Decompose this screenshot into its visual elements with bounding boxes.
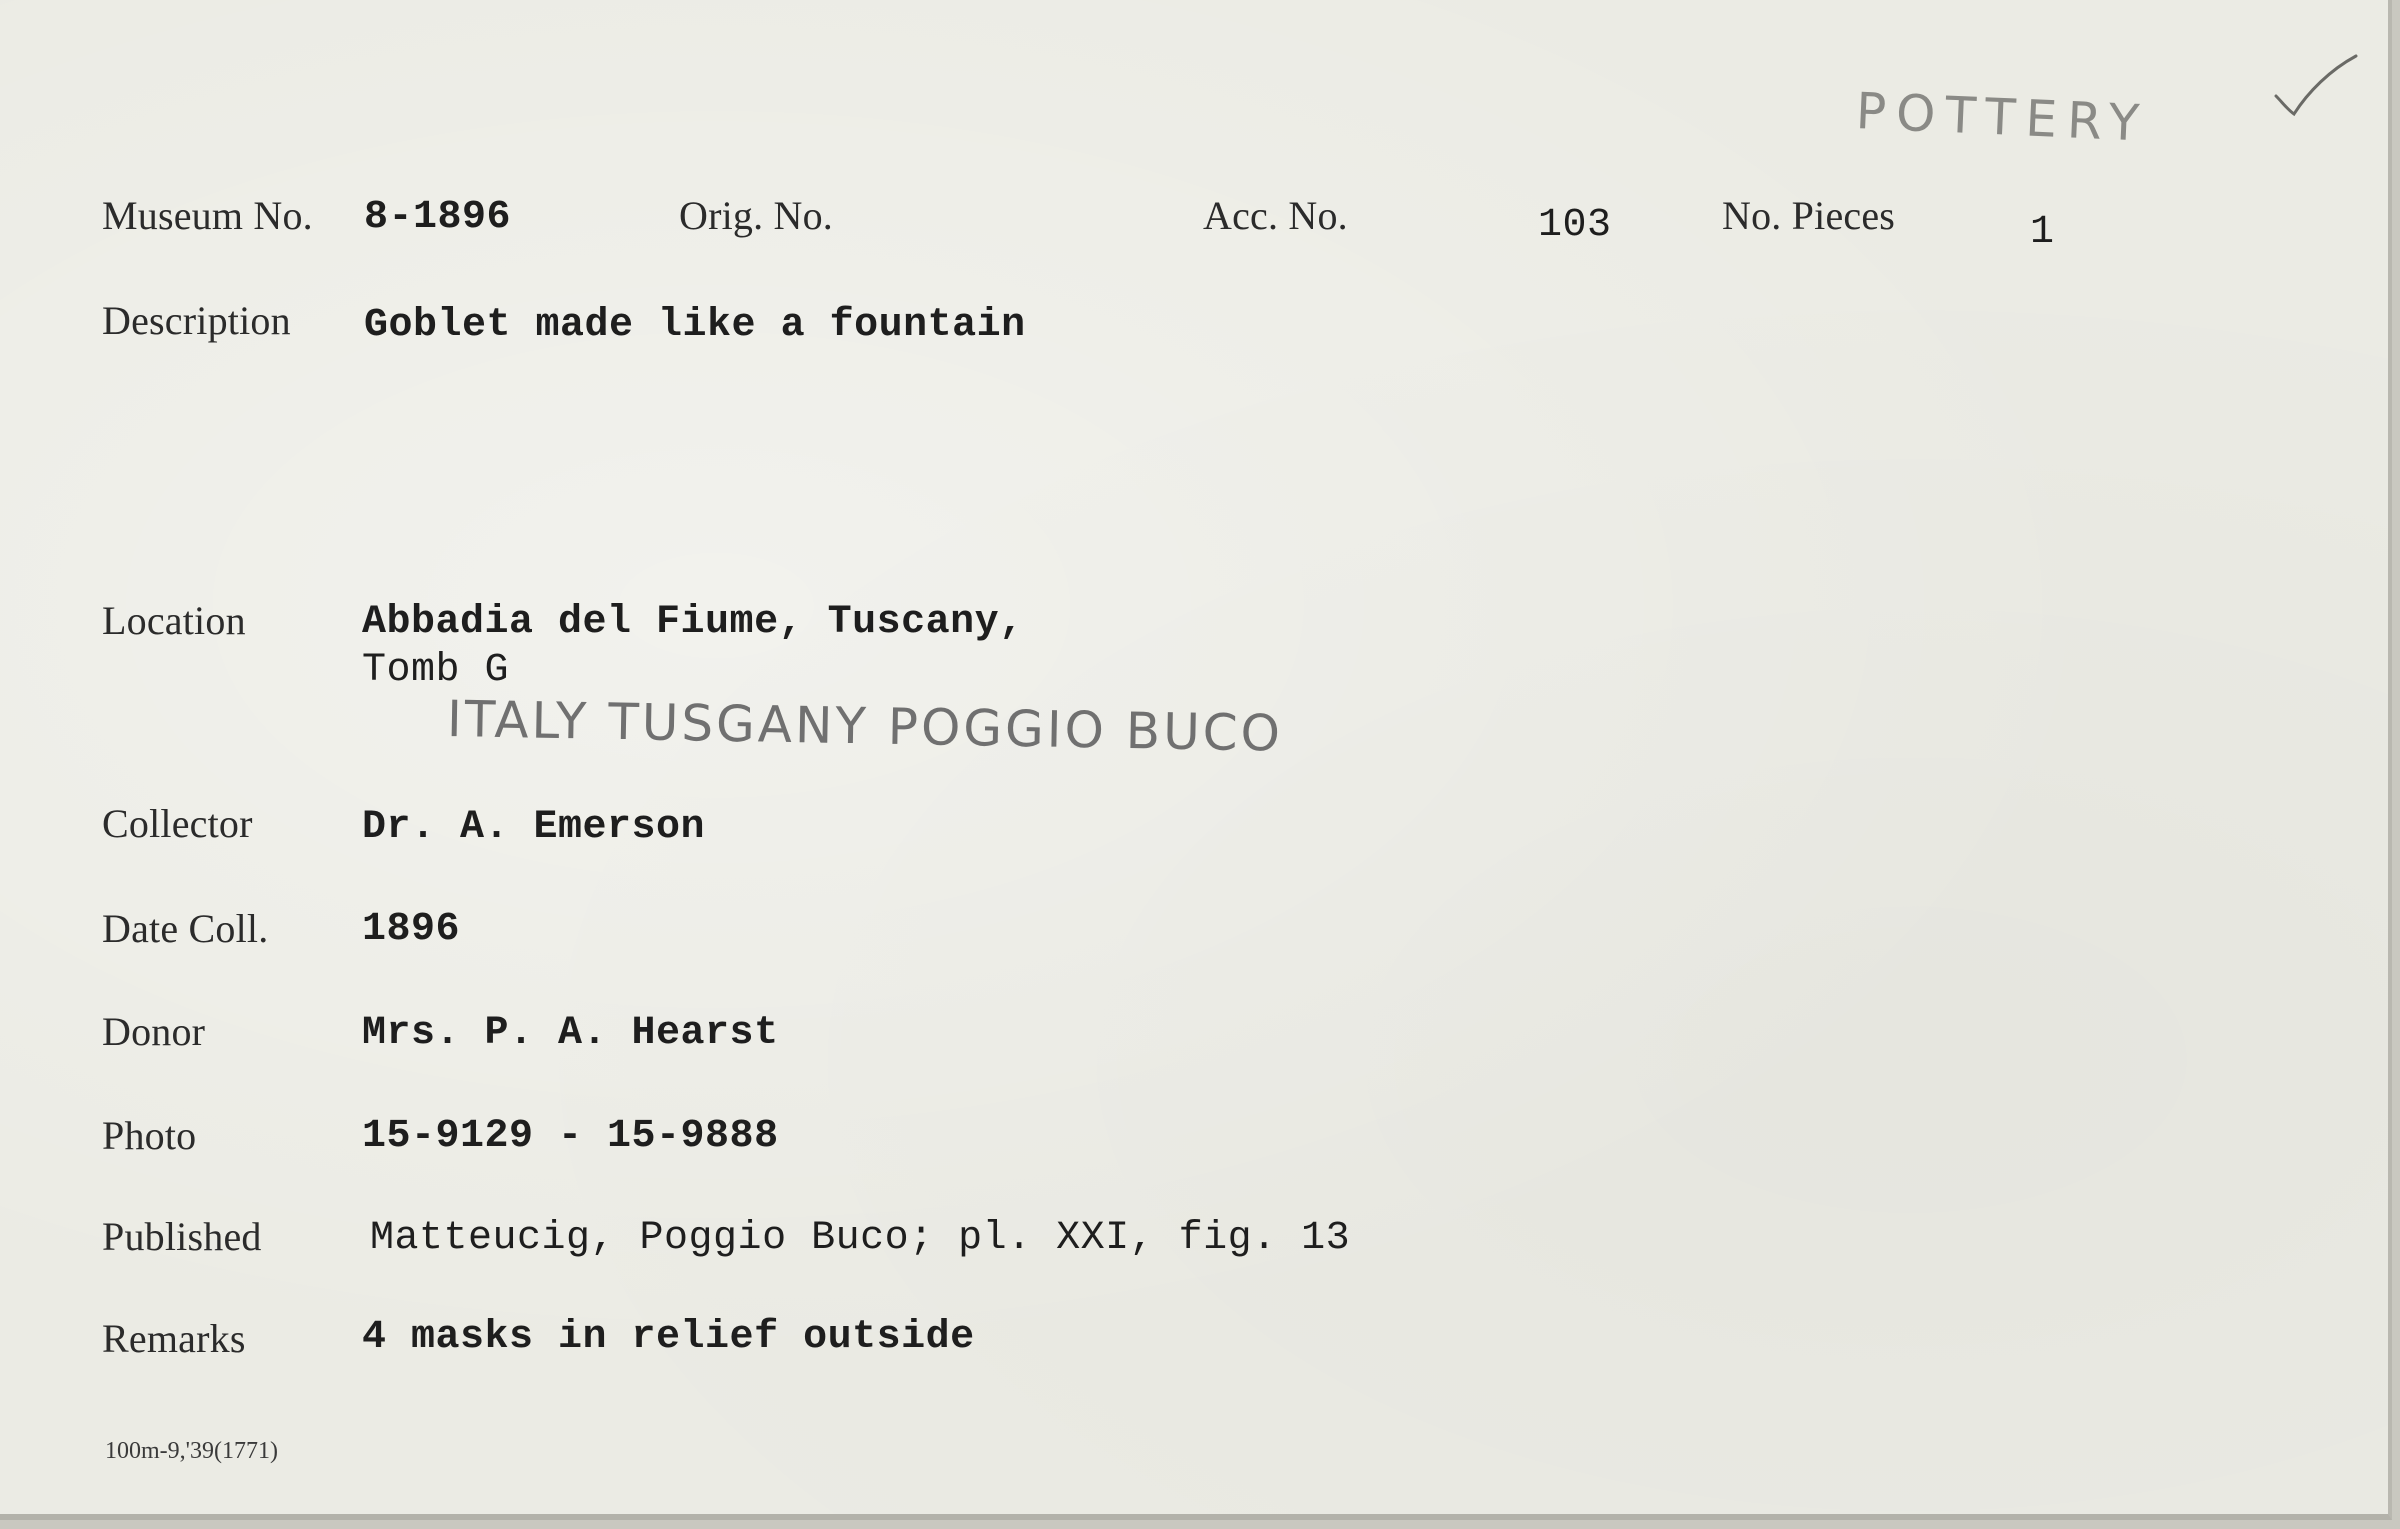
pieces-label: No. Pieces [1722, 193, 1896, 238]
donor-value: Mrs. P. A. Hearst [362, 1011, 779, 1056]
published-value: Matteucig, Poggio Buco; pl. XXI, fig. 13 [370, 1216, 1351, 1261]
remarks-label: Remarks [102, 1316, 246, 1361]
museum-no-label: Museum No. [102, 193, 313, 238]
location-label: Location [102, 598, 246, 643]
acc-no-value: 103 [1538, 203, 1612, 248]
location-line2: Tomb G [362, 648, 510, 693]
checkmark-icon [2270, 52, 2360, 122]
photo-value: 15-9129 - 15-9888 [362, 1114, 779, 1159]
location-stamp: ITALY TUSGANY POGGIO BUCO [446, 690, 1284, 763]
acc-no-label: Acc. No. [1203, 193, 1348, 238]
remarks-value: 4 masks in relief outside [362, 1315, 975, 1360]
museum-no-value: 8-1896 [364, 195, 512, 240]
pieces-value: 1 [2030, 210, 2055, 255]
photo-label: Photo [102, 1113, 197, 1158]
collector-label: Collector [102, 801, 253, 846]
collector-value: Dr. A. Emerson [362, 805, 706, 850]
print-code: 100m-9,'39(1771) [105, 1438, 278, 1464]
date-label: Date Coll. [102, 906, 269, 951]
description-label: Description [102, 298, 291, 343]
date-value: 1896 [362, 907, 461, 952]
location-line1: Abbadia del Fiume, Tuscany, [362, 600, 1024, 645]
donor-label: Donor [102, 1009, 206, 1054]
published-label: Published [102, 1214, 262, 1259]
orig-no-label: Orig. No. [679, 193, 834, 238]
category-stamp: POTTERY [1854, 82, 2151, 153]
description-value: Goblet made like a fountain [364, 303, 1026, 348]
